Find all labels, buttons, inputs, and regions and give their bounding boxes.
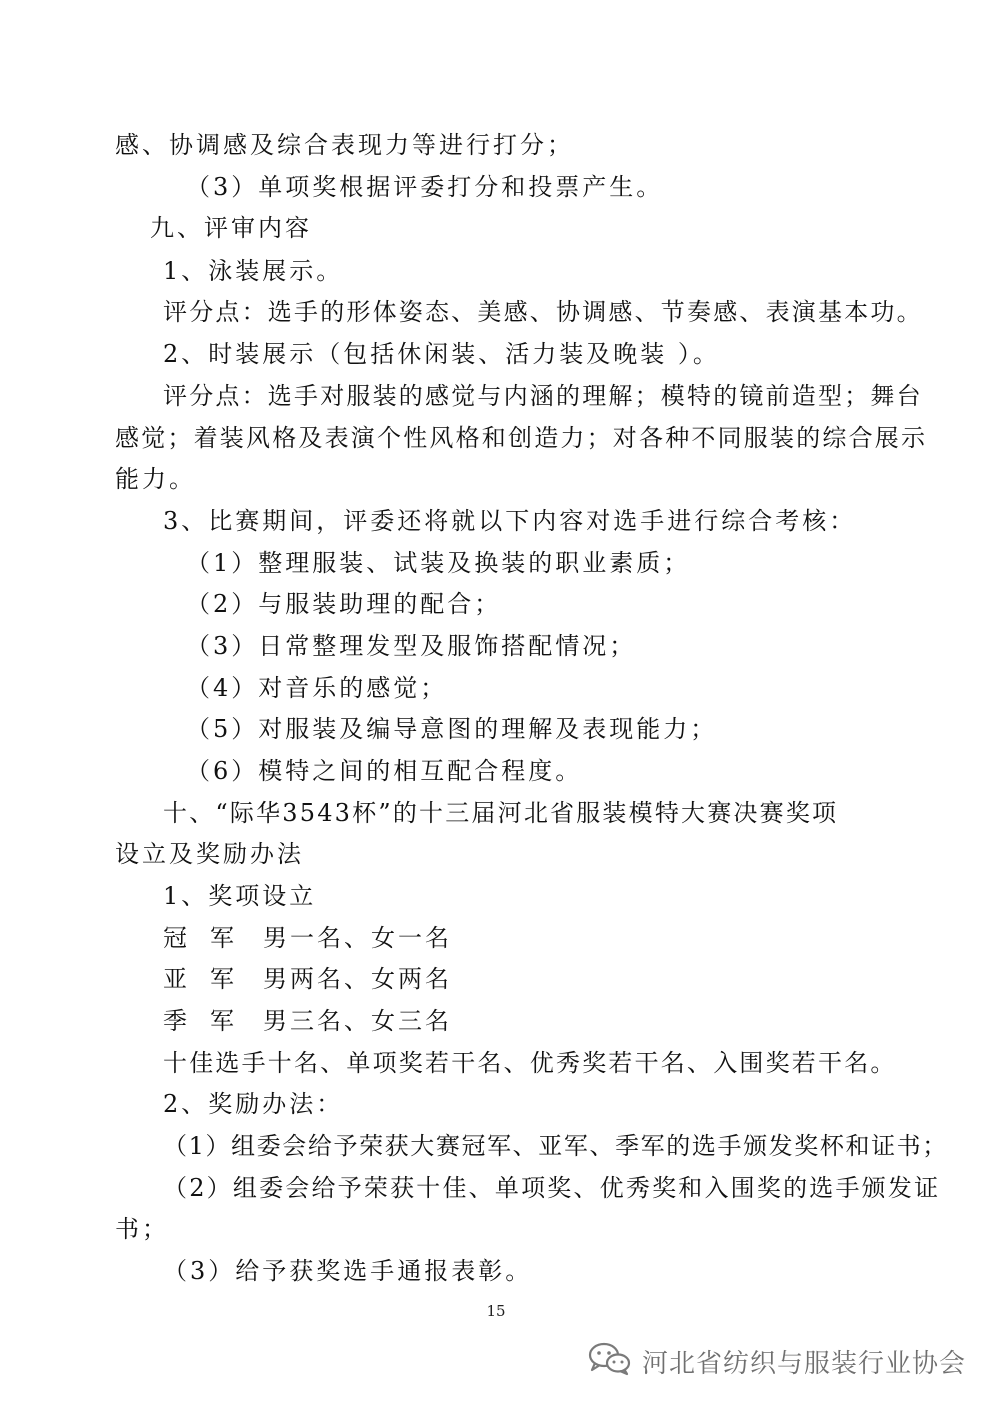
list-item: （2）与服装助理的配合；	[186, 590, 502, 618]
text-line: 感、协调感及综合表现力等进行打分；	[115, 131, 574, 159]
subsection-heading: 2、时装展示（包括休闲装、活力装及晚装 ）。	[163, 340, 720, 368]
subsection-heading: 3、比赛期间，评委还将就以下内容对选手进行综合考核：	[163, 507, 857, 535]
text-line: 十佳选手十名、单项奖若干名、优秀奖若干名、入围奖若干名。	[163, 1049, 897, 1077]
award-row	[163, 964, 452, 994]
list-item: （6）模特之间的相互配合程度。	[186, 757, 583, 785]
subsection-heading: 1、泳装展示。	[163, 257, 344, 285]
list-item-continued: 书；	[115, 1215, 169, 1243]
watermark	[588, 1343, 966, 1379]
section-heading: 九、评审内容	[150, 214, 312, 242]
list-item: （1）整理服装、试装及换装的职业素质；	[186, 549, 691, 577]
subsection-heading: 2、奖励办法：	[163, 1090, 344, 1118]
award-row	[163, 923, 452, 953]
list-item: （3）给予获奖选手通报表彰。	[163, 1257, 533, 1285]
subsection-heading: 1、奖项设立	[163, 882, 317, 910]
award-row	[163, 1006, 452, 1036]
page-number: 15	[486, 1302, 506, 1320]
section-heading-continued: 设立及奖励办法	[115, 840, 304, 868]
list-item: （5）对服装及编导意图的理解及表现能力；	[186, 715, 718, 743]
text-line: 能力。	[115, 465, 196, 493]
text-line: （3）单项奖根据评委打分和投票产生。	[186, 173, 664, 201]
list-item: （4）对音乐的感觉；	[186, 674, 448, 702]
list-item: （2）组委会给予荣获十佳、单项奖、优秀奖和入围奖的选手颁发证	[163, 1174, 941, 1202]
award-rank: 亚军	[163, 965, 257, 993]
section-heading: 十、“际华3543杯”的十三届河北省服装模特大赛决赛奖项	[163, 799, 839, 827]
award-quota: 男一名、女一名	[263, 924, 452, 952]
award-quota: 男三名、女三名	[263, 1007, 452, 1035]
text-line: 评分点：选手对服装的感觉与内涵的理解；模特的镜前造型；舞台	[163, 382, 923, 410]
watermark-text: 河北省纺织与服装行业协会	[641, 1348, 966, 1379]
award-rank: 季军	[163, 1007, 257, 1035]
award-rank: 冠军	[163, 924, 257, 952]
text-line: 感觉；着装风格及表演个性风格和创造力；对各种不同服装的综合展示	[115, 424, 928, 452]
wechat-icon	[588, 1342, 632, 1380]
list-item: （3）日常整理发型及服饰搭配情况；	[186, 632, 637, 660]
text-line: 评分点：选手的形体姿态、美感、协调感、节奏感、表演基本功。	[163, 298, 923, 326]
list-item: （1）组委会给予荣获大赛冠军、亚军、季军的选手颁发奖杯和证书；	[163, 1132, 948, 1160]
award-quota: 男两名、女两名	[263, 965, 452, 993]
